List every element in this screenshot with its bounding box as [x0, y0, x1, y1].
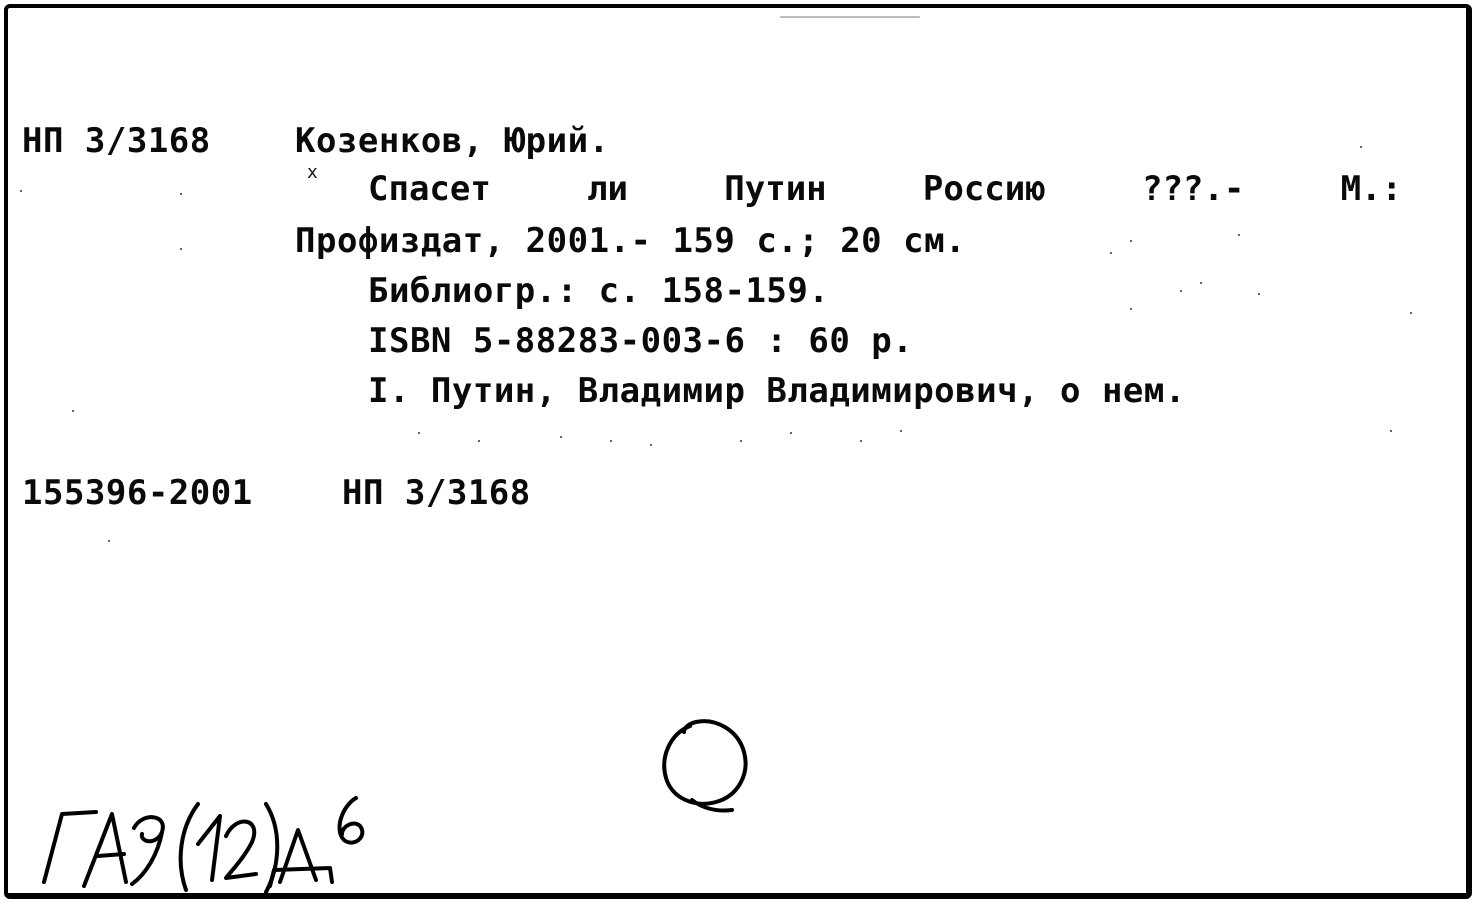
accession-number: 155396-2001: [22, 473, 253, 513]
speck: [610, 440, 612, 442]
handwritten-note: [30, 770, 390, 900]
call-number: НП 3/3168: [22, 121, 211, 161]
speck: [1130, 240, 1132, 242]
title-line: [368, 169, 1402, 209]
imprint: Профиздат, 2001.- 159 с.; 20 см.: [295, 221, 967, 261]
speck: [780, 16, 920, 18]
speck: [478, 440, 480, 442]
speck: [1200, 282, 1202, 284]
speck: [72, 410, 74, 412]
title-mark: x: [307, 162, 318, 183]
title-word: ли: [587, 169, 629, 209]
speck: [1180, 290, 1182, 292]
speck: [418, 432, 420, 434]
author-heading: Козенков, Юрий.: [295, 121, 610, 161]
title-word: ???.-: [1141, 169, 1245, 209]
speck: [740, 440, 742, 442]
speck: [860, 440, 862, 442]
speck: [1390, 430, 1392, 432]
speck: [1410, 312, 1412, 314]
speck: [1110, 252, 1112, 254]
speck: [1360, 146, 1362, 148]
isbn-price: ISBN 5-88283-003-6 : 60 р.: [368, 321, 914, 361]
speck: [1130, 308, 1132, 310]
speck: [560, 436, 562, 438]
speck: [650, 444, 652, 446]
call-number-footer: НП 3/3168: [342, 473, 531, 513]
subject-heading: I. Путин, Владимир Владимирович, о нем.: [368, 371, 1186, 411]
speck: [1258, 293, 1260, 295]
speck: [900, 430, 902, 432]
title-word: Путин: [724, 169, 827, 209]
speck: [1238, 234, 1240, 236]
title-word: М.:: [1340, 169, 1402, 209]
bibliography-note: Библиогр.: с. 158-159.: [368, 271, 830, 311]
speck: [180, 193, 182, 195]
title-word: Спасет: [368, 169, 491, 209]
speck: [108, 540, 110, 542]
speck: [790, 432, 792, 434]
speck: [180, 248, 182, 250]
title-word: Россию: [922, 169, 1046, 209]
drawn-circle-mark: [650, 712, 760, 822]
speck: [20, 190, 22, 192]
